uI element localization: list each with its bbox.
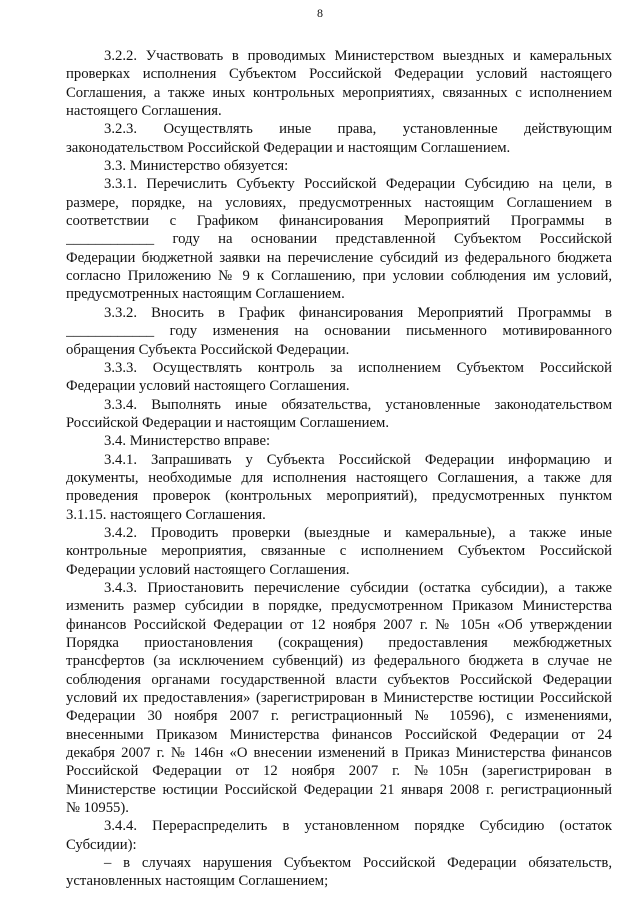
text-line: 3.3.4. Выполнять иные обязательства, установленные законодательством [104, 396, 612, 413]
text-line: согласно Приложению № 9 к Соглашению, при условии соблюдения им условий, [66, 268, 612, 285]
text-line: Субсидии): [66, 836, 137, 853]
text-line: 3.4.2. Проводить проверки (выездные и камеральные), а также иные [104, 524, 612, 541]
text-line: трансфертов (за исключением субвенций) из федерального бюджета в случае не [66, 653, 612, 670]
text-line: 3.4. Министерство вправе: [104, 433, 271, 450]
document-body [66, 47, 612, 891]
text-line: Федерации условий настоящего Соглашения. [66, 561, 350, 578]
text-line: законодательством Российской Федерации и настоящим Соглашением. [66, 139, 511, 156]
text-line: соответствии с Графиком финансирования Мероприятий Программы в [66, 213, 612, 230]
text-line: установленных настоящим Соглашением; [66, 873, 329, 890]
text-line: 3.4.3. Приостановить перечисление субсидии (остатка субсидии), а также [104, 579, 612, 596]
page-number: 8 [317, 6, 323, 20]
text-line: ____________ году изменения на основании письменного мотивированного [66, 323, 612, 340]
text-line: 3.3.2. Вносить в График финансирования Мероприятий Программы в [104, 304, 612, 321]
text-line: соблюдения органами государственной власти субъектов Российской Федерации [66, 671, 612, 688]
text-line: размере, порядке, на условиях, предусмотренных настоящим Соглашением в [66, 194, 612, 211]
text-line: обращения Субъекта Российской Федерации. [66, 341, 350, 358]
text-line: проверках исполнения Субъектом Российской Федерации условий настоящего [66, 66, 612, 83]
text-line: Федерации 30 ноября 2007 г. регистрационный № 10596), с изменениями, [66, 708, 612, 725]
text-line: документы, необходимые для исполнения настоящего Соглашения, а также для [66, 469, 612, 486]
text-line: Порядка приостановления (сокращения) предоставления межбюджетных [66, 635, 612, 651]
text-line: Федерации условий настоящего Соглашения. [66, 378, 350, 395]
text-line: 3.4.1. Запрашивать у Субъекта Российской Федерации информацию и [104, 451, 612, 468]
text-line: ____________ году на основании представленной Субъектом Российской [66, 231, 612, 248]
text-line: условий их предоставления» (зарегистрирован в Министерстве юстиции Российской [66, 690, 612, 707]
text-line: Российской Федерации и настоящим Соглашением. [66, 414, 390, 431]
text-line: Соглашения, а также иных контрольных мероприятиях, связанных с исполнением [66, 84, 612, 101]
text-line: 3.3.3. Осуществлять контроль за исполнением Субъектом Российской [104, 359, 612, 376]
text-line: Российской Федерации от 12 ноября 2007 г. №105н (зарегистрирован в [66, 763, 612, 780]
text-line: Федерации бюджетной заявки на перечисление субсидий из федерального бюджета [66, 249, 612, 266]
text-line: – в случаях нарушения Субъектом Российской Федерации обязательств, [104, 855, 612, 872]
text-line: внесенными Приказом Министерства финансов Российской Федерации от 24 [66, 726, 612, 743]
text-line: 3.2.2. Участвовать в проводимых Министерством выездных и камеральных [104, 48, 612, 64]
text-line: проведения проверок (контрольных мероприятий), предусмотренных пунктом [66, 488, 612, 505]
text-line: 3.2.3. Осуществлять иные права, установленные действующим [104, 121, 612, 138]
text-line: 3.1.15. настоящего Соглашения. [66, 506, 266, 523]
text-line: настоящего Соглашения. [66, 103, 222, 120]
text-line: финансов Российской Федерации от 12 ноября 2007 г. № 105н «Об утверждении [66, 616, 612, 633]
text-line: предусмотренных настоящим Соглашением. [66, 286, 345, 303]
text-line: декабря 2007 г. № 146н «О внесении изменений в Приказ Министерства финансов [66, 745, 612, 762]
text-line: изменить размер субсидии в порядке, предусмотренном Приказом Министерства [66, 598, 612, 615]
text-line: Министерстве юстиции Российской Федерации 21 января 2008 г. регистрационный [66, 781, 612, 798]
text-line: 3.3.1. Перечислить Субъекту Российской Федерации Субсидию на цели, в [104, 176, 612, 193]
text-line: 3.4.4. Перераспределить в установленном порядке Субсидию (остаток [104, 818, 612, 835]
text-line: № 10955). [66, 800, 129, 817]
text-line: 3.3. Министерство обязуется: [104, 158, 289, 175]
text-line: контрольные мероприятия, связанные с исполнением Субъектом Российской [66, 543, 612, 560]
